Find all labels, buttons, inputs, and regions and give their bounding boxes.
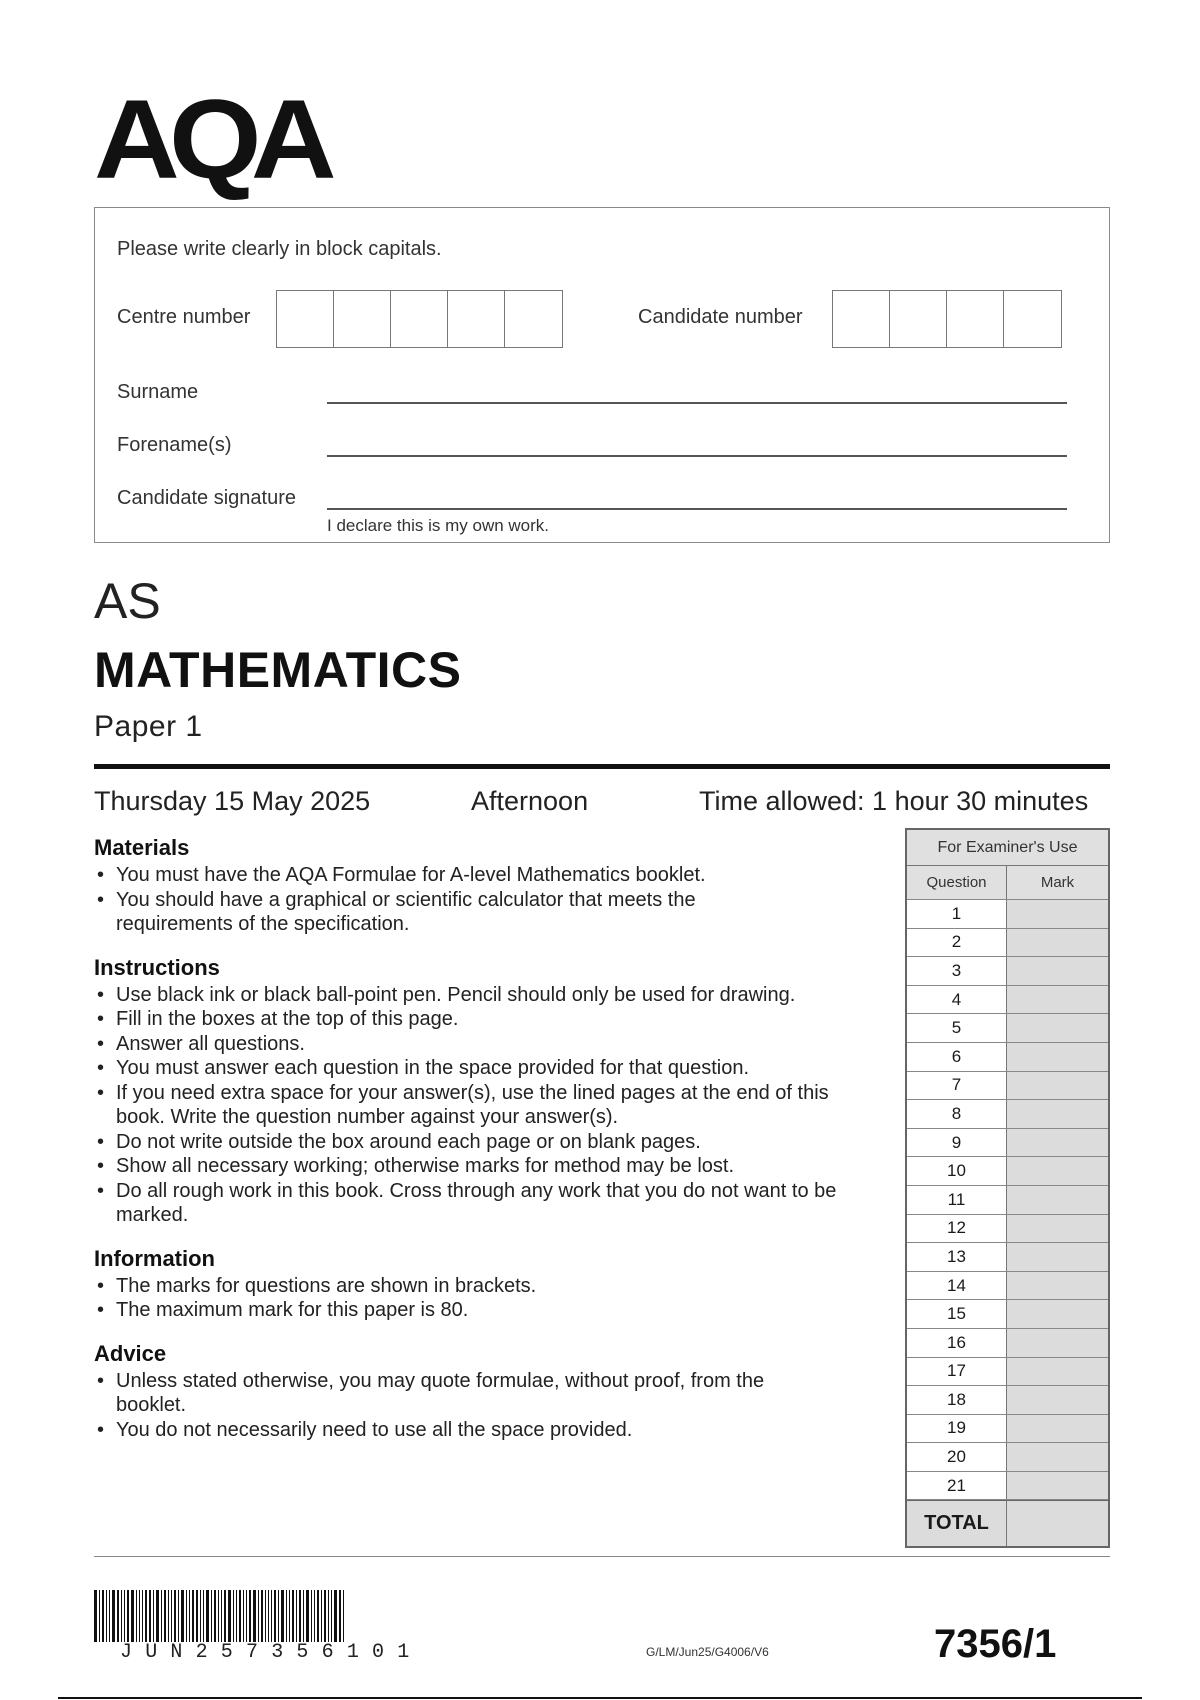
instructions-panel bbox=[94, 835, 874, 1460]
table-row bbox=[907, 1186, 1108, 1215]
question-rows bbox=[907, 900, 1108, 1500]
table-row bbox=[907, 1386, 1108, 1415]
mark-cell bbox=[1007, 1300, 1108, 1328]
barcode-bar bbox=[246, 1590, 247, 1642]
mark-column-header: Mark bbox=[1007, 866, 1108, 899]
question-number: 21 bbox=[907, 1472, 1007, 1500]
mark-cell bbox=[1007, 1129, 1108, 1157]
barcode-bar bbox=[286, 1590, 287, 1642]
mark-cell bbox=[1007, 1472, 1108, 1500]
table-row bbox=[907, 1472, 1108, 1501]
mark-cell bbox=[1007, 986, 1108, 1014]
section-title: Advice bbox=[94, 1340, 167, 1366]
question-number: 10 bbox=[907, 1157, 1007, 1185]
barcode-bar bbox=[99, 1590, 100, 1642]
barcode-bar bbox=[299, 1590, 301, 1642]
list-item: • Do all rough work in this book. Cross through any work that you do not want to be marked. bbox=[94, 1179, 874, 1228]
table-row bbox=[907, 1243, 1108, 1272]
time-allowed: Time allowed: 1 hour 30 minutes bbox=[699, 786, 1089, 816]
candidate-number-label: Candidate number bbox=[638, 306, 803, 328]
barcode-bar bbox=[102, 1590, 104, 1642]
barcode-bar bbox=[196, 1590, 198, 1642]
table-row bbox=[907, 1415, 1108, 1444]
block-capitals-instruction: Please write clearly in block capitals. bbox=[117, 238, 442, 260]
barcode-bar bbox=[112, 1590, 115, 1642]
list-item: • Use black ink or black ball-point pen. Pencil should only be used for drawing. bbox=[94, 983, 874, 1008]
table-row bbox=[907, 900, 1108, 929]
barcode-bar bbox=[289, 1590, 290, 1642]
barcode-bar bbox=[324, 1590, 326, 1642]
barcode-bar bbox=[261, 1590, 263, 1642]
paper-number: Paper 1 bbox=[94, 710, 203, 743]
mark-cell bbox=[1007, 1443, 1108, 1471]
surname-field[interactable] bbox=[327, 402, 1067, 404]
question-number: 18 bbox=[907, 1386, 1007, 1414]
barcode-bar bbox=[328, 1590, 329, 1642]
question-number: 12 bbox=[907, 1215, 1007, 1243]
barcode-text: JUN257356101 bbox=[120, 1641, 423, 1664]
table-row bbox=[907, 1043, 1108, 1072]
exam-session: Afternoon bbox=[471, 786, 589, 816]
list-item: • You must have the AQA Formulae for A-level Mathematics booklet. bbox=[94, 863, 874, 888]
question-column-header: Question bbox=[907, 866, 1007, 899]
barcode-bar bbox=[311, 1590, 312, 1642]
mark-cell bbox=[1007, 1100, 1108, 1128]
barcode-bar bbox=[339, 1590, 341, 1642]
barcode-bar bbox=[203, 1590, 204, 1642]
barcode-bar bbox=[274, 1590, 276, 1642]
title-divider bbox=[94, 764, 1110, 769]
barcode-bar bbox=[174, 1590, 176, 1642]
exam-date: Thursday 15 May 2025 bbox=[94, 786, 371, 816]
centre-number-digit[interactable] bbox=[277, 291, 334, 347]
barcode-bar bbox=[117, 1590, 119, 1642]
centre-number-boxes bbox=[276, 290, 563, 348]
mark-cell bbox=[1007, 1215, 1108, 1243]
question-number: 4 bbox=[907, 986, 1007, 1014]
mark-cell bbox=[1007, 1043, 1108, 1071]
surname-label: Surname bbox=[117, 381, 199, 403]
list-item: • Fill in the boxes at the top of this page. bbox=[94, 1007, 874, 1032]
barcode-bar bbox=[331, 1590, 332, 1642]
advice-section bbox=[94, 1341, 874, 1443]
barcode bbox=[94, 1590, 474, 1642]
table-row bbox=[907, 1329, 1108, 1358]
barcode-bar bbox=[224, 1590, 226, 1642]
list-item: • Unless stated otherwise, you may quote formulae, without proof, from the booklet. bbox=[94, 1369, 794, 1418]
barcode-bar bbox=[121, 1590, 122, 1642]
mark-cell bbox=[1007, 1329, 1108, 1357]
table-row bbox=[907, 929, 1108, 958]
barcode-bar bbox=[249, 1590, 251, 1642]
examiner-table-header bbox=[907, 866, 1108, 900]
question-number: 6 bbox=[907, 1043, 1007, 1071]
mark-cell bbox=[1007, 1072, 1108, 1100]
aqa-logo: AQA bbox=[94, 77, 327, 202]
barcode-bar bbox=[243, 1590, 244, 1642]
barcode-bar bbox=[127, 1590, 129, 1642]
barcode-bar bbox=[156, 1590, 159, 1642]
table-row bbox=[907, 1358, 1108, 1387]
list-item: • Do not write outside the box around each page or on blank pages. bbox=[94, 1130, 874, 1155]
candidate-number-digit[interactable] bbox=[833, 291, 890, 347]
barcode-bar bbox=[171, 1590, 172, 1642]
question-number: 13 bbox=[907, 1243, 1007, 1271]
footer-divider bbox=[94, 1556, 1110, 1557]
barcode-bar bbox=[292, 1590, 294, 1642]
mark-cell bbox=[1007, 900, 1108, 928]
candidate-number-boxes bbox=[832, 290, 1062, 348]
barcode-bar bbox=[221, 1590, 222, 1642]
list-item: • You must answer each question in the space provided for that question. bbox=[94, 1056, 874, 1081]
question-number: 19 bbox=[907, 1415, 1007, 1443]
subject-title: MATHEMATICS bbox=[94, 642, 462, 698]
barcode-bar bbox=[164, 1590, 166, 1642]
centre-number-digit[interactable] bbox=[505, 291, 562, 347]
barcode-bar bbox=[109, 1590, 110, 1642]
forenames-field[interactable] bbox=[327, 455, 1067, 457]
question-number: 15 bbox=[907, 1300, 1007, 1328]
barcode-bar bbox=[271, 1590, 272, 1642]
section-title: Materials bbox=[94, 835, 190, 860]
information-section bbox=[94, 1246, 874, 1323]
list-item: • Answer all questions. bbox=[94, 1032, 874, 1057]
mark-cell bbox=[1007, 1243, 1108, 1271]
signature-label: Candidate signature bbox=[117, 487, 297, 509]
total-row bbox=[907, 1500, 1108, 1546]
list-item: • The maximum mark for this paper is 80. bbox=[94, 1298, 874, 1323]
barcode-bar bbox=[153, 1590, 154, 1642]
barcode-bar bbox=[181, 1590, 184, 1642]
mark-cell bbox=[1007, 1186, 1108, 1214]
table-row bbox=[907, 1014, 1108, 1043]
total-label: TOTAL bbox=[907, 1501, 1007, 1546]
mark-cell bbox=[1007, 929, 1108, 957]
question-number: 14 bbox=[907, 1272, 1007, 1300]
question-number: 1 bbox=[907, 900, 1007, 928]
mark-cell bbox=[1007, 1157, 1108, 1185]
materials-section bbox=[94, 835, 874, 937]
question-number: 9 bbox=[907, 1129, 1007, 1157]
barcode-bar bbox=[278, 1590, 279, 1642]
barcode-bar bbox=[186, 1590, 187, 1642]
question-number: 20 bbox=[907, 1443, 1007, 1471]
question-number: 5 bbox=[907, 1014, 1007, 1042]
forenames-label: Forename(s) bbox=[117, 434, 232, 456]
list-item: • If you need extra space for your answer(s), use the lined pages at the end of this book. Write the question number against your answer(s). bbox=[94, 1081, 874, 1130]
question-number: 16 bbox=[907, 1329, 1007, 1357]
barcode-bar bbox=[106, 1590, 107, 1642]
barcode-bar bbox=[296, 1590, 297, 1642]
barcode-bar bbox=[265, 1590, 266, 1642]
barcode-bar bbox=[239, 1590, 241, 1642]
centre-number-digit[interactable] bbox=[334, 291, 391, 347]
candidate-details-box bbox=[94, 207, 1110, 543]
barcode-bar bbox=[268, 1590, 269, 1642]
question-number: 11 bbox=[907, 1186, 1007, 1214]
barcode-bar bbox=[139, 1590, 140, 1642]
list-item: • You should have a graphical or scientific calculator that meets the requirements of the specification. bbox=[94, 888, 774, 937]
table-row bbox=[907, 1100, 1108, 1129]
barcode-bar bbox=[124, 1590, 125, 1642]
declaration-text: I declare this is my own work. bbox=[327, 516, 550, 535]
barcode-bar bbox=[214, 1590, 216, 1642]
barcode-bar bbox=[145, 1590, 147, 1642]
table-row bbox=[907, 1443, 1108, 1472]
barcode-bar bbox=[236, 1590, 237, 1642]
table-row bbox=[907, 1157, 1108, 1186]
list-item: • You do not necessarily need to use all the space provided. bbox=[94, 1418, 874, 1443]
barcode-bar bbox=[178, 1590, 179, 1642]
barcode-bar bbox=[149, 1590, 151, 1642]
barcode-bar bbox=[253, 1590, 256, 1642]
instructions-section bbox=[94, 955, 874, 1228]
barcode-bar bbox=[281, 1590, 284, 1642]
signature-field[interactable] bbox=[327, 508, 1067, 510]
barcode-bar bbox=[131, 1590, 134, 1642]
page-bottom-rule bbox=[58, 1697, 1142, 1699]
total-mark-cell bbox=[1007, 1501, 1108, 1546]
section-title: Information bbox=[94, 1245, 215, 1271]
barcode-bar bbox=[321, 1590, 322, 1642]
barcode-bar bbox=[218, 1590, 219, 1642]
mark-cell bbox=[1007, 957, 1108, 985]
mark-cell bbox=[1007, 1014, 1108, 1042]
mark-cell bbox=[1007, 1386, 1108, 1414]
barcode-bar bbox=[228, 1590, 231, 1642]
question-number: 3 bbox=[907, 957, 1007, 985]
table-row bbox=[907, 1272, 1108, 1301]
qualification-level: AS bbox=[94, 573, 161, 629]
barcode-bar bbox=[161, 1590, 162, 1642]
table-row bbox=[907, 1072, 1108, 1101]
barcode-bar bbox=[211, 1590, 212, 1642]
barcode-bar bbox=[343, 1590, 344, 1642]
barcode-bar bbox=[206, 1590, 209, 1642]
barcode-bar bbox=[136, 1590, 137, 1642]
barcode-bar bbox=[303, 1590, 304, 1642]
barcode-bar bbox=[168, 1590, 169, 1642]
question-number: 7 bbox=[907, 1072, 1007, 1100]
barcode-bar bbox=[200, 1590, 201, 1642]
mark-cell bbox=[1007, 1415, 1108, 1443]
barcode-bar bbox=[94, 1590, 97, 1642]
table-row bbox=[907, 1300, 1108, 1329]
barcode-bar bbox=[334, 1590, 337, 1642]
mark-cell bbox=[1007, 1272, 1108, 1300]
barcode-bar bbox=[142, 1590, 143, 1642]
mark-cell bbox=[1007, 1358, 1108, 1386]
section-title: Instructions bbox=[94, 954, 220, 980]
barcode-bar bbox=[306, 1590, 309, 1642]
paper-code: 7356/1 bbox=[934, 1622, 1057, 1666]
centre-number-label: Centre number bbox=[117, 306, 251, 328]
barcode-bar bbox=[258, 1590, 259, 1642]
examiner-table-title: For Examiner's Use bbox=[907, 830, 1108, 866]
table-row bbox=[907, 1215, 1108, 1244]
table-row bbox=[907, 1129, 1108, 1158]
candidate-number-digit[interactable] bbox=[890, 291, 947, 347]
candidate-number-digit[interactable] bbox=[947, 291, 1004, 347]
question-number: 17 bbox=[907, 1358, 1007, 1386]
table-row bbox=[907, 986, 1108, 1015]
barcode-bar bbox=[314, 1590, 315, 1642]
table-row bbox=[907, 957, 1108, 986]
list-item: • The marks for questions are shown in brackets. bbox=[94, 1274, 874, 1299]
candidate-number-digit[interactable] bbox=[1004, 291, 1061, 347]
examiner-use-table bbox=[905, 828, 1110, 1548]
barcode-bar bbox=[233, 1590, 234, 1642]
centre-number-digit[interactable] bbox=[448, 291, 505, 347]
barcode-bar bbox=[192, 1590, 194, 1642]
question-number: 2 bbox=[907, 929, 1007, 957]
barcode-bar bbox=[189, 1590, 190, 1642]
document-reference: G/LM/Jun25/G4006/V6 bbox=[646, 1645, 769, 1659]
question-number: 8 bbox=[907, 1100, 1007, 1128]
list-item: • Show all necessary working; otherwise marks for method may be lost. bbox=[94, 1154, 874, 1179]
centre-number-digit[interactable] bbox=[391, 291, 448, 347]
barcode-bar bbox=[317, 1590, 319, 1642]
